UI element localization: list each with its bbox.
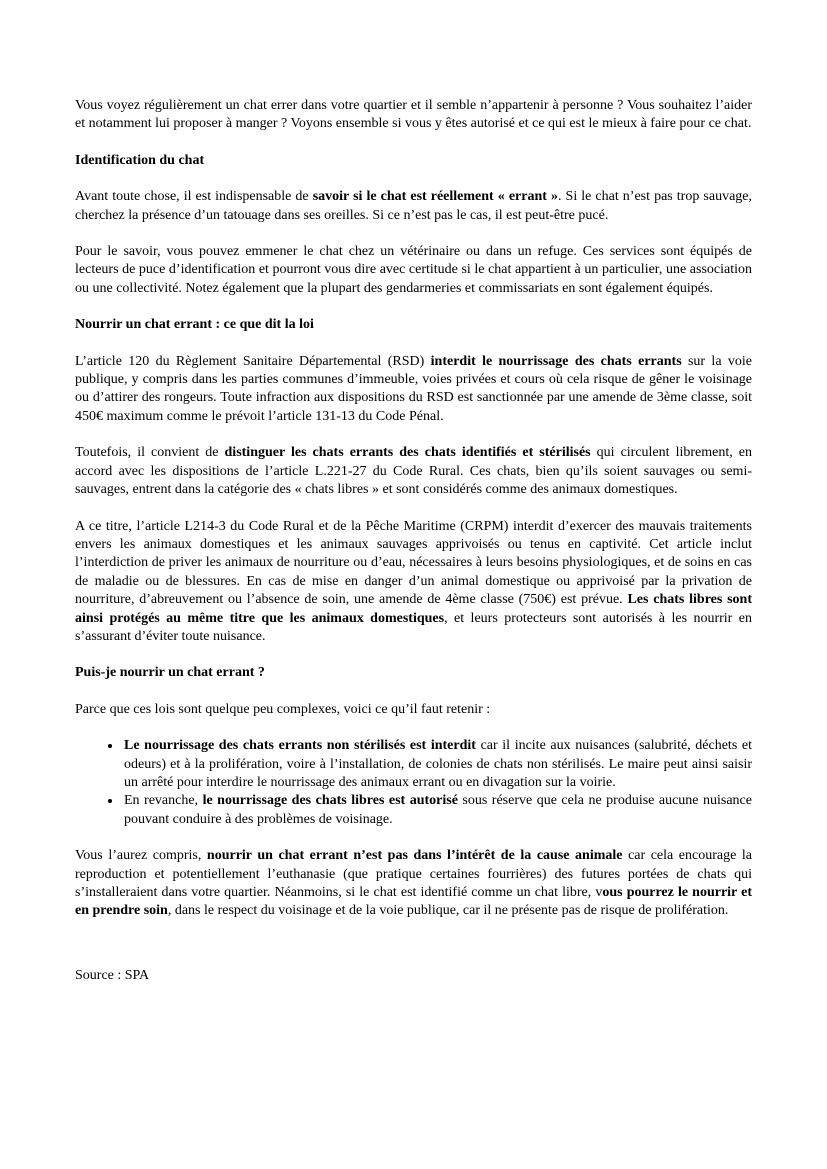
- text-run: sous réserve que cela ne produise aucune nuisance pouvant conduire à des problèmes de voisinage.: [124, 793, 752, 827]
- text-run: Source : SPA: [75, 967, 150, 983]
- source-line: [75, 967, 752, 985]
- bold-text-run: savoir si le chat est réellement « errant »: [312, 189, 558, 205]
- section-heading: Puis-je nourrir un chat errant ?: [75, 665, 265, 681]
- bold-text-run: ous pourrez le nourrir et en prendre soin: [75, 885, 752, 919]
- text-run: sur la voie publique, y compris dans les parties communes d’immeuble, voies privées et cours où cela risque de gêner le voisinage ou d’attirer des rongeurs. Toute infraction aux dispositions du RSD est sanctionnée par une amende de 3ème classe, soit 450€ maximum comme le prévoit l’article 131-13 du Code Pénal.: [75, 353, 752, 424]
- bullet-list: [75, 737, 752, 829]
- text-run: Vous l’aurez compris,: [75, 848, 207, 864]
- text-run: car cela encourage la reproduction et potentiellement l’euthanasie (que pratique certaines fourrières) des futures portées de chats qui s’installeraient dans votre quartier. Néanmoins, si le chat est identifié comme un chat libre, v: [75, 848, 752, 900]
- paragraph: [75, 97, 752, 134]
- text-run: , et leurs protecteurs sont autorisés à les nourrir en s’assurant d’éviter toute nuisance.: [75, 610, 752, 644]
- section-heading: Identification du chat: [75, 152, 205, 168]
- text-run: car il incite aux nuisances (salubrité, déchets et odeurs) et à la prolifération, voire à l’installation, de colonies de chats non stérilisés. Le maire peut ainsi saisir un arrêté pour interdire le nourrissage des animaux errant ou en divagation sur la voirie.: [124, 738, 752, 790]
- paragraph: [75, 847, 752, 921]
- bold-text-run: nourrir un chat errant n’est pas dans l’intérêt de la cause animale: [206, 848, 623, 864]
- bold-text-run: Les chats libres sont ainsi protégés au même titre que les animaux domestiques: [75, 592, 752, 626]
- bold-text-run: distinguer les chats errants des chats identifiés et stérilisés: [224, 445, 591, 461]
- bullet-list-item: [122, 737, 752, 792]
- text-run: Pour le savoir, vous pouvez emmener le chat chez un vétérinaire ou dans un refuge. Ces services sont équipés de lecteurs de puce d’identification et pourront vous dire avec certitude si le chat appartient à un particulier, une association ou une collectivité. Notez également que la plupart des gendarmeries et commissariats en sont également équipés.: [75, 244, 752, 296]
- text-run: , dans le respect du voisinage et de la voie publique, car il ne présente pas de risque de prolifération.: [167, 903, 729, 919]
- paragraph: [75, 188, 752, 225]
- text-run: qui circulent librement, en accord avec les dispositions de l’article L.221-27 du Code Rural. Ces chats, bien qu’ils soient sauvages ou semi-sauvages, entrent dans la catégorie des « chats libres » et sont considérés comme des animaux domestiques.: [75, 445, 752, 498]
- text-run: Parce que ces lois sont quelque peu complexes, voici ce qu’il faut retenir :: [75, 701, 491, 717]
- paragraph: [75, 444, 752, 499]
- bold-text-run: le nourrissage des chats libres est autorisé: [202, 793, 458, 809]
- section-heading: Nourrir un chat errant : ce que dit la loi: [75, 317, 314, 333]
- text-run: Toutefois, il convient de: [75, 445, 225, 461]
- document-body: [75, 97, 752, 985]
- text-run: Avant toute chose, il est indispensable de: [75, 189, 313, 205]
- text-run: En revanche,: [124, 793, 203, 809]
- bold-text-run: interdit le nourrissage des chats errants: [430, 353, 682, 369]
- paragraph: [75, 701, 752, 719]
- text-run: A ce titre, l’article L214-3 du Code Rural et de la Pêche Maritime (CRPM) interdit d’exercer des mauvais traitements envers les animaux domestiques et les animaux sauvages apprivoisés ou tenus en captivité. Cet article inclut l’interdiction de priver les animaux de nourriture ou d’eau, nécessaires à leurs besoins physiologiques, et de soins en cas de maladie ou de blessures. En cas de mise en danger d’un animal domestique ou apprivoisé par la privation de nourriture, d’abreuvement ou l’absence de soin, une amende de 4ème classe (750€) est prévue.: [75, 518, 752, 608]
- text-run: . Si le chat n’est pas trop sauvage, cherchez la présence d’un tatouage dans ses oreilles. Si ce n’est pas le cas, il est peut-être pucé.: [75, 189, 752, 223]
- bold-text-run: Le nourrissage des chats errants non stérilisés est interdit: [124, 738, 476, 754]
- paragraph: [75, 243, 752, 298]
- paragraph: [75, 353, 752, 427]
- text-run: L’article 120 du Règlement Sanitaire Départemental (RSD): [75, 353, 431, 369]
- paragraph: [75, 518, 752, 647]
- text-run: Vous voyez régulièrement un chat errer dans votre quartier et il semble n’appartenir à personne ? Vous souhaitez l’aider et notamment lui proposer à manger ? Voyons ensemble si vous y êtes autorisé et ce qui est le mieux à faire pour ce chat.: [75, 98, 752, 132]
- bullet-list-item: [122, 792, 752, 829]
